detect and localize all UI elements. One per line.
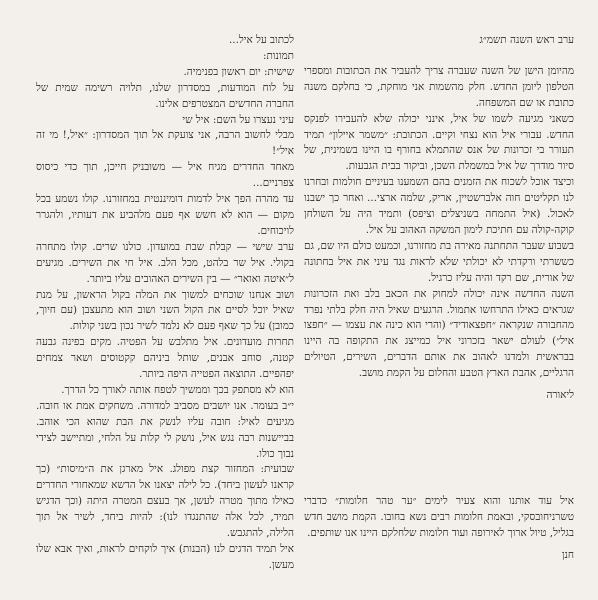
author-signature: חנן (561, 548, 574, 561)
paragraph: ערב שישי — קבלת שבת במועדון. כולנו שרים. קולו מתחרה בקולי. איל שר בלהט, מכל הלב. איל חי את השירים. מגיעים ל״איטה ואואר״ — בין השירים האהובים עליו ביותר. (36, 240, 294, 285)
spacer (304, 49, 574, 64)
paragraph: איל עוד אותנו והוא צעיר לימים ״ער טהר חלומות״ כדברי טשרניחובסקי, ובאמת חלומות רבים נשא בחובו. הקמת מושב חדש בגליל, טיול ארוך לאירופה ועוד חלומות שלחלקם היינו אנו שותפים. (304, 495, 574, 539)
paragraph: איל תמיד הדגים לנו (הבנות) איך לוקחים לראות, ואיך אבא שלו מעשן. (36, 543, 294, 571)
entry-heading: ערב ראש השנה תשמ״ג (479, 34, 574, 46)
paragraph: על לוח המודעות, במסדרון שלנו, תלויה רשימה שמית של החברה החדשים המצטרפים אלינו. (36, 81, 294, 110)
paragraph: י״ב בעומר. אנו יושבים מסביב למדורה. משחקים אמת או חובה. מגיעים לאיל: חובה עליו לנשק את הבת שהוא הכי אוהב. בביישנות רבה נגש איל, נושק לי קלות על הלחי, ומתיישב לצידי נבוך כולו. (36, 399, 294, 460)
left-column (36, 33, 294, 574)
entry-subheading: תמונות: (262, 49, 294, 62)
paragraph: שבועית: המחזור קצת מפולג. איל מארגן את ה״מיסות״ (כך קראנו לעשון ביחד). כל לילה יצאנו אל הדשא שמאחורי החדרים כאילו מתוך מטרה לעשן, אך בעצם המטרה היתה (וכך הדגיש תמיד, לכל אלה שהתנגדו לנו): להיות ביחד, לשיר אל תוך הלילה, להתגבש. (36, 463, 294, 540)
paragraph: הוא לא מסתפק בכך וממשיך לטפח אותה לאורך כל הדרך. (61, 383, 294, 396)
paragraph: מהיומן הישן של השנה שעברה צריך להעביר את הכתובות ומספרי הטלפון ליומן החדש. חלק מהשמות אני מוחקת, כי בחלקם משנה כתובת או שם המשפחה. (304, 64, 574, 109)
author-signature: ליאורה (546, 389, 574, 402)
paragraph: השנה החדשה אינה יכולה למחוק את הכאב בלב ואת הזכרונות שגראים כאילו התרחשו אתמול. הרגעים שאיל היה חלק בלתי נפרד מהחבורה שנקראה ״חפצאודיד״ (והרי הוא כינה את עצמו — ״חפצו איל״) לעולם ישאר בזכרוני איל כמייצג את התקופה בה היינו בבראשית ולמדנו לאהוב את אותם הדברים, השירים, הטיולים הרגליים, אהבת הארץ הטבע והחלום על הקמת מושב. (304, 287, 574, 380)
paragraph: תחרות מועדונים. איל מתלבש על הפטיה. מקים בפינה גבעה קטנה, סוחב אבנים, שותל ביניהם קקטוסים ושאר צמחים יפהפיים. התוצאה הפטייה היפה ביותר. (36, 336, 294, 381)
paragraph: וכיצד אוכל לשכוח את הזמנים בהם השמענו בעיניים חולמות ובחרנו לנו תקליטים חוה אלברשטיין, אריק, שלמה ארצי... ואחר כך ישבנו לאכול. (איל התמחה בשניצלים וציפס) ותמיד היה על השולחן קוקה-קולה עם חתיכת לימון המשקה האהוב על איל. (304, 176, 574, 236)
entry-heading: לכתוב על איל... (228, 34, 294, 46)
paragraph: ושוב אנחנו שוכחים למשוך את המלה בקול הראשון, על מנת שאיל יוכל לסיים את הקול השני ושוב הוא מתעצבן (עם חיוך, כמובן) על כך שאף פעם לא נלמד לשיר נכון בשני קולות. (36, 288, 294, 333)
paragraph: שישית: יום ראשון בפנימיה. (183, 65, 294, 78)
paragraph: בשבוע שעבר התחתנה מאירה בת מחזורנו, וכמעט כולם היו שם, גם כששרתי ורקדתי לא יכולתי שלא לראות נגד עיני את איל בחתונה של אורית, שם רקד והיה עליז כרגיל. (304, 239, 574, 284)
right-column (304, 33, 574, 404)
paragraph: עיני נעצרו על השם: איל שי (182, 113, 294, 126)
paragraph: עד מהרה הפך איל לדמות דומיננטית במחזורנו. קולו נשמע בכל מקום — הוא לא חשש אף פעם מלהביע את דעותיו, ולהגרר לויכוחים. (36, 193, 294, 237)
paragraph: מאחד החדרים מגיח איל — משובניק חייכן, תוך כדי כיסוס צפרניים... (36, 161, 294, 190)
paragraph: מבלי לחשוב הרבה, אני צועקת אל תוך המסדרון: ״איל,! מי זה איל״! (36, 129, 294, 158)
right-bottom-block (304, 494, 574, 564)
paragraph: כשאני מגיעה לשמו של איל, אינני יכולה שלא להעבירו לפנקס החדש. עבורי איל הוא נצחי וקיים. הכתובת: ״משמר איילון״ תמיד תעורר בי זכרונות של אנס שהתמלא בחורף בו היינו בשמינית, של סיור מודרך של איל במשמלת השכן, וביקור בבית הגבעות. (304, 112, 574, 173)
